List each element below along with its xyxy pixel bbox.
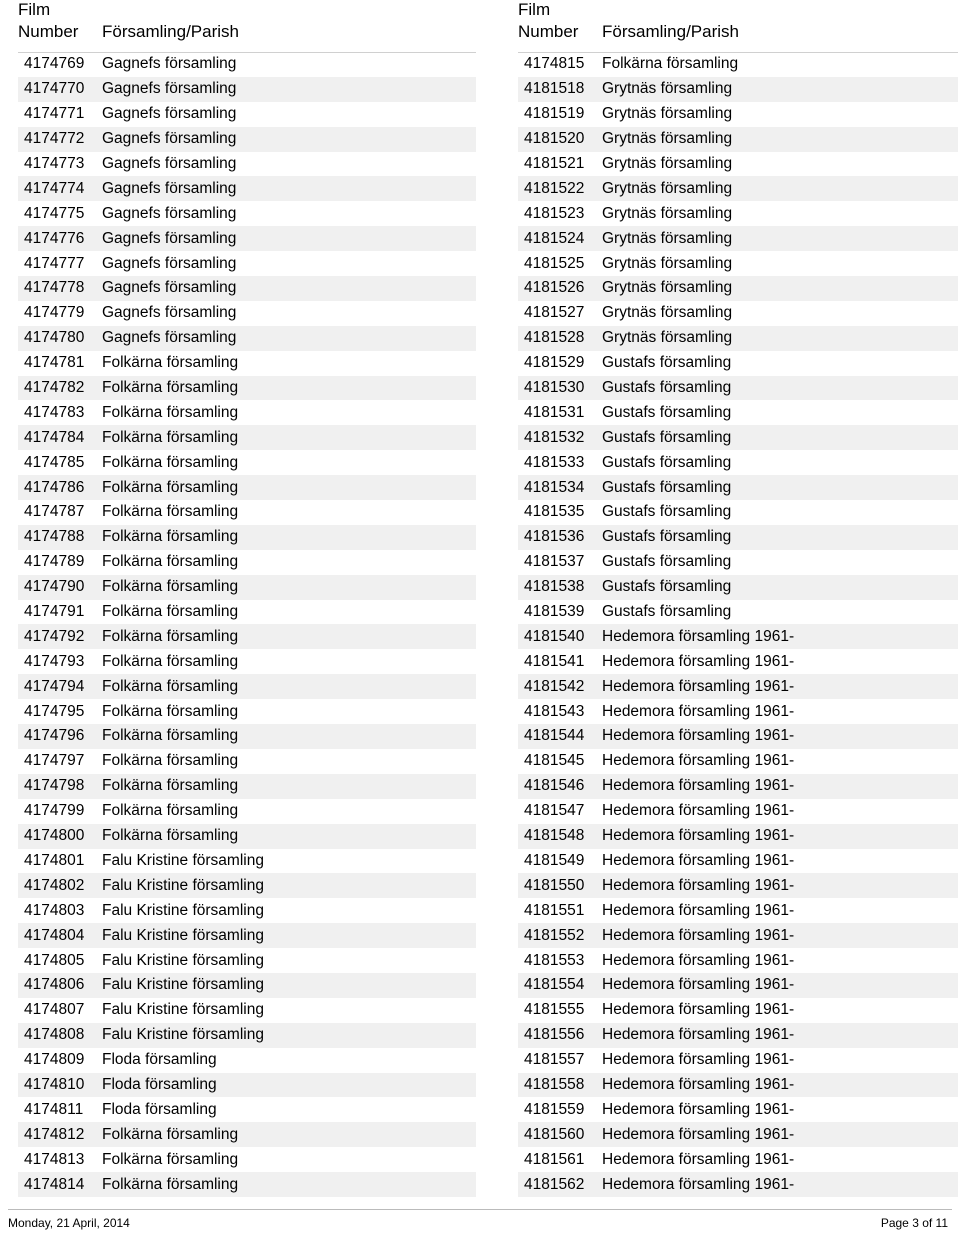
film-number-cell: 4174787 <box>24 503 85 521</box>
table-row <box>18 152 476 177</box>
film-number-cell: 4181546 <box>524 777 585 795</box>
film-number-cell: 4174776 <box>24 229 85 247</box>
parish-cell: Hedemora församling 1961- <box>602 727 795 745</box>
parish-cell: Hedemora församling 1961- <box>602 851 795 869</box>
film-number-cell: 4174791 <box>24 603 85 621</box>
parish-cell: Folkärna församling <box>102 652 239 670</box>
table-row <box>518 1073 958 1098</box>
parish-cell: Gagnefs församling <box>102 179 237 197</box>
parish-cell: Gagnefs församling <box>102 130 237 148</box>
table-row <box>518 376 958 401</box>
film-number-cell: 4174775 <box>24 204 85 222</box>
table-row <box>518 176 958 201</box>
table-row <box>518 649 958 674</box>
film-number-cell: 4174783 <box>24 403 85 421</box>
film-number-cell: 4181518 <box>524 80 585 98</box>
table-row <box>18 624 476 649</box>
film-number-cell: 4174792 <box>24 627 85 645</box>
table-row <box>518 326 958 351</box>
parish-cell: Hedemora församling 1961- <box>602 1001 795 1019</box>
table-row <box>18 923 476 948</box>
parish-cell: Gagnefs församling <box>102 155 237 172</box>
table-row <box>18 1023 476 1048</box>
table-row <box>518 351 958 376</box>
film-number-cell: 4174799 <box>24 802 85 820</box>
table-row <box>18 52 476 77</box>
parish-cell: Grytnäs församling <box>602 179 733 197</box>
table-row <box>518 1122 958 1147</box>
film-number-cell: 4174810 <box>24 1075 85 1093</box>
table-row <box>518 749 958 774</box>
table-row <box>518 1048 958 1073</box>
film-number-cell: 4174802 <box>24 876 85 894</box>
parish-cell: Gustafs församling <box>602 503 732 521</box>
table-row <box>18 475 476 500</box>
table-row <box>518 525 958 550</box>
table-row <box>18 1073 476 1098</box>
table-row <box>518 774 958 799</box>
table-row <box>18 749 476 774</box>
table-row <box>518 600 958 625</box>
right-column <box>518 0 958 1193</box>
film-number-cell: 4174805 <box>24 951 85 969</box>
film-number-cell: 4181528 <box>524 329 585 347</box>
film-number-cell: 4181539 <box>524 603 585 621</box>
parish-cell: Gagnefs församling <box>102 55 237 73</box>
film-number-cell: 4174801 <box>24 851 85 869</box>
film-number-cell: 4181522 <box>524 179 585 197</box>
film-number-cell: 4181545 <box>524 752 585 770</box>
table-row <box>18 600 476 625</box>
table-row <box>518 898 958 923</box>
film-number-cell: 4174774 <box>24 179 85 197</box>
film-number-cell: 4174782 <box>24 379 85 397</box>
table-row <box>18 649 476 674</box>
film-number-cell: 4181555 <box>524 1001 585 1019</box>
parish-cell: Hedemora församling 1961- <box>602 1150 795 1168</box>
left-rows-list <box>18 52 476 1197</box>
film-number-cell: 4174785 <box>24 453 85 471</box>
table-row <box>518 674 958 699</box>
parish-cell: Gustafs församling <box>602 453 732 471</box>
parish-cell: Hedemora församling 1961- <box>602 1026 795 1044</box>
header-parish-label: Församling/Parish <box>602 22 739 41</box>
parish-cell: Hedemora församling 1961- <box>602 627 795 645</box>
film-number-cell: 4174811 <box>24 1100 84 1118</box>
table-row <box>18 1172 476 1197</box>
parish-cell: Gagnefs församling <box>102 279 237 297</box>
parish-cell: Hedemora församling 1961- <box>602 702 795 720</box>
film-number-cell: 4181540 <box>524 627 585 645</box>
parish-cell: Folkärna församling <box>102 1175 239 1193</box>
parish-cell: Hedemora församling 1961- <box>602 827 795 845</box>
parish-cell: Hedemora församling 1961- <box>602 1125 795 1143</box>
film-number-cell: 4181553 <box>524 951 585 969</box>
film-number-cell: 4174806 <box>24 976 85 994</box>
film-number-cell: 4174788 <box>24 528 85 546</box>
header-number-label: Number <box>518 22 579 41</box>
film-number-cell: 4174779 <box>24 304 85 322</box>
table-row <box>518 450 958 475</box>
table-row <box>18 450 476 475</box>
table-row <box>518 699 958 724</box>
parish-cell: Folkärna församling <box>102 802 239 820</box>
table-row <box>518 425 958 450</box>
parish-cell: Gagnefs församling <box>102 80 237 98</box>
film-number-cell: 4181561 <box>524 1150 585 1168</box>
parish-cell: Floda församling <box>102 1051 217 1069</box>
parish-cell: Hedemora församling 1961- <box>602 677 795 695</box>
table-row <box>518 1147 958 1172</box>
film-number-cell: 4181543 <box>524 702 585 720</box>
film-number-cell: 4174815 <box>524 55 585 73</box>
parish-cell: Folkärna församling <box>102 578 239 596</box>
header-parish-label: Församling/Parish <box>102 22 239 41</box>
table-row <box>18 998 476 1023</box>
film-number-cell: 4181519 <box>524 105 585 123</box>
parish-cell: Folkärna församling <box>102 702 239 720</box>
table-row <box>18 824 476 849</box>
table-row <box>18 1122 476 1147</box>
film-number-cell: 4181550 <box>524 876 585 894</box>
parish-cell: Folkärna församling <box>102 428 239 446</box>
table-row <box>518 152 958 177</box>
film-number-cell: 4174790 <box>24 578 85 596</box>
right-column-header <box>518 0 958 53</box>
film-number-cell: 4174798 <box>24 777 85 795</box>
parish-cell: Folkärna församling <box>102 553 239 571</box>
table-row <box>518 201 958 226</box>
footer-divider <box>8 1209 952 1210</box>
parish-cell: Gustafs församling <box>602 379 732 397</box>
film-number-cell: 4181552 <box>524 926 585 944</box>
parish-cell: Folkärna församling <box>102 603 239 621</box>
table-row <box>18 799 476 824</box>
table-row <box>518 1097 958 1122</box>
film-number-cell: 4181556 <box>524 1026 585 1044</box>
right-rows-list <box>518 52 958 1197</box>
parish-cell: Hedemora församling 1961- <box>602 976 795 994</box>
table-row <box>18 226 476 251</box>
parish-cell: Hedemora församling 1961- <box>602 876 795 894</box>
table-row <box>518 799 958 824</box>
film-number-cell: 4174786 <box>24 478 85 496</box>
parish-cell: Folkärna församling <box>102 1125 239 1143</box>
film-number-cell: 4174771 <box>24 105 85 123</box>
parish-cell: Folkärna församling <box>102 453 239 471</box>
table-row <box>518 550 958 575</box>
table-row <box>18 400 476 425</box>
table-row <box>518 873 958 898</box>
parish-cell: Hedemora församling 1961- <box>602 1175 795 1193</box>
parish-cell: Folkärna församling <box>102 403 239 421</box>
parish-cell: Hedemora församling 1961- <box>602 951 795 969</box>
parish-cell: Gustafs församling <box>602 553 732 571</box>
film-number-cell: 4181547 <box>524 802 585 820</box>
table-row <box>518 849 958 874</box>
film-number-cell: 4181560 <box>524 1125 585 1143</box>
film-number-cell: 4174812 <box>24 1125 85 1143</box>
parish-cell: Grytnäs församling <box>602 229 733 247</box>
film-number-cell: 4181559 <box>524 1100 585 1118</box>
table-row <box>18 127 476 152</box>
left-column <box>18 0 476 1193</box>
film-number-cell: 4174807 <box>24 1001 85 1019</box>
parish-cell: Falu Kristine församling <box>102 876 264 894</box>
table-row <box>18 849 476 874</box>
parish-cell: Gagnefs församling <box>102 304 237 322</box>
parish-cell: Folkärna församling <box>102 827 239 845</box>
header-film-label: Film <box>518 0 551 19</box>
table-row <box>18 525 476 550</box>
film-number-cell: 4174780 <box>24 329 85 347</box>
parish-cell: Grytnäs församling <box>602 329 733 347</box>
table-row <box>18 425 476 450</box>
parish-cell: Folkärna församling <box>102 677 239 695</box>
parish-cell: Gustafs församling <box>602 428 732 446</box>
parish-cell: Folkärna församling <box>102 1150 239 1168</box>
film-number-cell: 4181530 <box>524 379 585 397</box>
film-number-cell: 4181521 <box>524 155 585 172</box>
table-row <box>18 948 476 973</box>
film-number-cell: 4181536 <box>524 528 585 546</box>
parish-cell: Grytnäs församling <box>602 279 733 297</box>
film-number-cell: 4181533 <box>524 453 585 471</box>
table-row <box>18 575 476 600</box>
table-row <box>18 276 476 301</box>
parish-cell: Hedemora församling 1961- <box>602 926 795 944</box>
film-number-cell: 4174800 <box>24 827 85 845</box>
parish-cell: Hedemora församling 1961- <box>602 1075 795 1093</box>
parish-cell: Floda församling <box>102 1075 217 1093</box>
table-row <box>518 102 958 127</box>
parish-cell: Grytnäs församling <box>602 155 733 172</box>
film-number-cell: 4174804 <box>24 926 85 944</box>
table-row <box>518 276 958 301</box>
table-row <box>518 475 958 500</box>
table-row <box>18 699 476 724</box>
parish-cell: Hedemora församling 1961- <box>602 901 795 919</box>
parish-cell: Hedemora församling 1961- <box>602 1051 795 1069</box>
film-number-cell: 4174789 <box>24 553 85 571</box>
parish-cell: Folkärna församling <box>102 727 239 745</box>
table-row <box>18 973 476 998</box>
table-row <box>18 326 476 351</box>
parish-cell: Folkärna församling <box>102 752 239 770</box>
table-row <box>518 301 958 326</box>
parish-cell: Hedemora församling 1961- <box>602 802 795 820</box>
film-number-cell: 4174793 <box>24 652 85 670</box>
table-row <box>518 500 958 525</box>
parish-cell: Gustafs församling <box>602 403 732 421</box>
parish-cell: Gagnefs församling <box>102 254 237 272</box>
parish-cell: Folkärna församling <box>102 627 239 645</box>
parish-cell: Falu Kristine församling <box>102 1001 264 1019</box>
parish-cell: Falu Kristine församling <box>102 976 264 994</box>
film-number-cell: 4181529 <box>524 354 585 372</box>
table-row <box>518 251 958 276</box>
footer-page-number: Page 3 of 11 <box>880 1216 948 1230</box>
table-row <box>18 102 476 127</box>
film-number-cell: 4174769 <box>24 55 85 73</box>
parish-cell: Gustafs församling <box>602 478 732 496</box>
film-number-cell: 4181526 <box>524 279 585 297</box>
film-number-cell: 4174778 <box>24 279 85 297</box>
table-row <box>18 351 476 376</box>
parish-cell: Gagnefs församling <box>102 229 237 247</box>
parish-cell: Hedemora församling 1961- <box>602 652 795 670</box>
parish-cell: Gagnefs församling <box>102 204 237 222</box>
table-row <box>18 376 476 401</box>
film-number-cell: 4174784 <box>24 428 85 446</box>
film-number-cell: 4174814 <box>24 1175 85 1193</box>
parish-cell: Folkärna församling <box>102 478 239 496</box>
parish-cell: Gagnefs församling <box>102 105 237 123</box>
parish-cell: Grytnäs församling <box>602 304 733 322</box>
film-number-cell: 4174795 <box>24 702 85 720</box>
film-number-cell: 4181542 <box>524 677 585 695</box>
table-row <box>18 774 476 799</box>
film-number-cell: 4181554 <box>524 976 585 994</box>
film-number-cell: 4181527 <box>524 304 585 322</box>
film-number-cell: 4181524 <box>524 229 585 247</box>
table-row <box>18 201 476 226</box>
table-row <box>518 998 958 1023</box>
footer-date: Monday, 21 April, 2014 <box>8 1216 130 1230</box>
parish-cell: Falu Kristine församling <box>102 1026 264 1044</box>
parish-cell: Folkärna församling <box>102 777 239 795</box>
table-row <box>518 973 958 998</box>
film-number-cell: 4174808 <box>24 1026 85 1044</box>
table-row <box>518 400 958 425</box>
film-number-cell: 4181562 <box>524 1175 585 1193</box>
film-number-cell: 4181531 <box>524 403 585 421</box>
parish-cell: Folkärna församling <box>102 503 239 521</box>
film-number-cell: 4181520 <box>524 130 585 148</box>
table-row <box>18 724 476 749</box>
parish-cell: Hedemora församling 1961- <box>602 777 795 795</box>
parish-cell: Falu Kristine församling <box>102 901 264 919</box>
film-number-cell: 4181551 <box>524 901 585 919</box>
parish-cell: Folkärna församling <box>102 379 239 397</box>
film-number-cell: 4181523 <box>524 204 585 222</box>
film-number-cell: 4174803 <box>24 901 85 919</box>
header-film-label: Film <box>18 0 51 19</box>
parish-cell: Gustafs församling <box>602 578 732 596</box>
film-number-cell: 4174781 <box>24 354 85 372</box>
film-number-cell: 4174809 <box>24 1051 85 1069</box>
film-number-cell: 4181537 <box>524 553 585 571</box>
table-row <box>18 77 476 102</box>
film-number-cell: 4174794 <box>24 677 85 695</box>
parish-cell: Gustafs församling <box>602 603 732 621</box>
film-number-cell: 4174770 <box>24 80 85 98</box>
parish-cell: Falu Kristine församling <box>102 926 264 944</box>
film-number-cell: 4174777 <box>24 254 85 272</box>
film-number-cell: 4181535 <box>524 503 585 521</box>
table-row <box>518 127 958 152</box>
table-row <box>518 1172 958 1197</box>
table-row <box>18 550 476 575</box>
table-row <box>18 500 476 525</box>
film-number-cell: 4181557 <box>524 1051 585 1069</box>
parish-cell: Gustafs församling <box>602 354 732 372</box>
parish-cell: Gagnefs församling <box>102 329 237 347</box>
parish-cell: Grytnäs församling <box>602 105 733 123</box>
table-row <box>18 873 476 898</box>
parish-cell: Folkärna församling <box>102 528 239 546</box>
table-row <box>18 898 476 923</box>
parish-cell: Hedemora församling 1961- <box>602 752 795 770</box>
parish-cell: Falu Kristine församling <box>102 951 264 969</box>
film-number-cell: 4181525 <box>524 254 585 272</box>
parish-cell: Grytnäs församling <box>602 130 733 148</box>
film-number-cell: 4181534 <box>524 478 585 496</box>
parish-cell: Hedemora församling 1961- <box>602 1100 795 1118</box>
table-row <box>18 301 476 326</box>
table-row <box>518 52 958 77</box>
left-column-header <box>18 0 476 53</box>
film-number-cell: 4181549 <box>524 851 585 869</box>
table-row <box>518 575 958 600</box>
parish-cell: Grytnäs församling <box>602 254 733 272</box>
film-number-cell: 4181544 <box>524 727 585 745</box>
header-number-label: Number <box>18 22 79 41</box>
parish-cell: Floda församling <box>102 1100 217 1118</box>
film-number-cell: 4181541 <box>524 652 585 670</box>
table-row <box>18 251 476 276</box>
table-row <box>18 176 476 201</box>
film-number-cell: 4174772 <box>24 130 85 148</box>
table-row <box>518 226 958 251</box>
table-row <box>518 923 958 948</box>
table-row <box>518 77 958 102</box>
table-row <box>518 1023 958 1048</box>
film-number-cell: 4181548 <box>524 827 585 845</box>
table-row <box>518 724 958 749</box>
parish-cell: Gustafs församling <box>602 528 732 546</box>
film-number-cell: 4181538 <box>524 578 585 596</box>
table-row <box>518 624 958 649</box>
table-row <box>518 948 958 973</box>
parish-cell: Grytnäs församling <box>602 80 733 98</box>
film-number-cell: 4181532 <box>524 428 585 446</box>
parish-cell: Falu Kristine församling <box>102 851 264 869</box>
parish-cell: Grytnäs församling <box>602 204 733 222</box>
film-number-cell: 4174773 <box>24 155 85 172</box>
film-number-cell: 4181558 <box>524 1075 585 1093</box>
film-number-cell: 4174813 <box>24 1150 85 1168</box>
table-row <box>18 1048 476 1073</box>
parish-cell: Folkärna församling <box>102 354 239 372</box>
table-row <box>18 1147 476 1172</box>
parish-cell: Folkärna församling <box>602 55 739 73</box>
table-row <box>18 1097 476 1122</box>
table-row <box>18 674 476 699</box>
film-number-cell: 4174797 <box>24 752 85 770</box>
film-number-cell: 4174796 <box>24 727 85 745</box>
table-row <box>518 824 958 849</box>
